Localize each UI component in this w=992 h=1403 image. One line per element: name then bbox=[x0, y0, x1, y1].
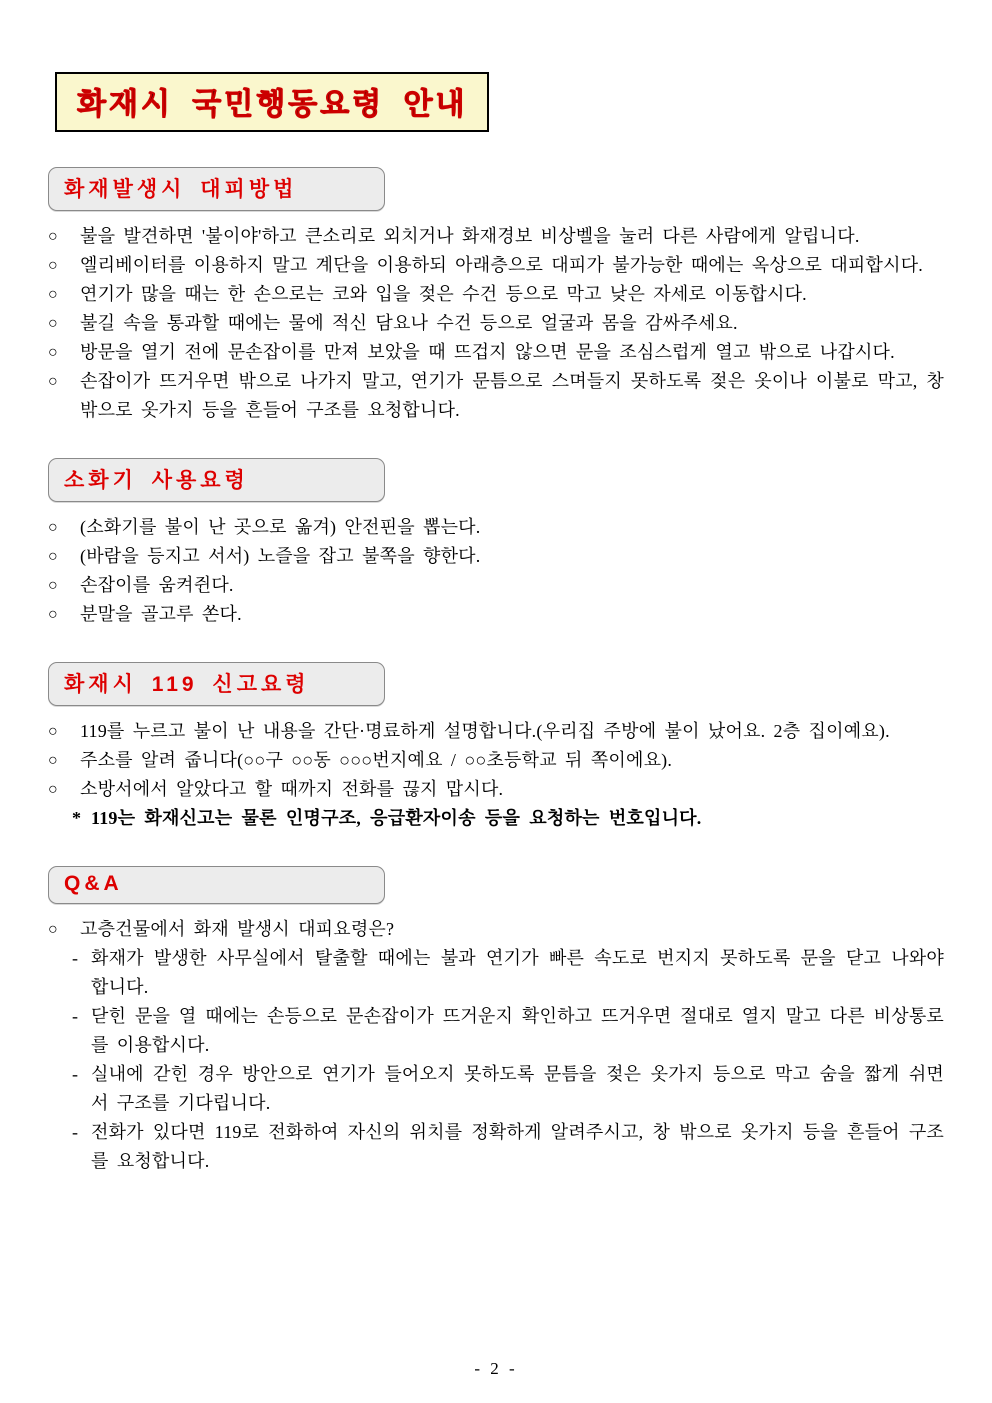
section-3 bbox=[48, 662, 944, 833]
item-text: 닫힌 문을 열 때에는 손등으로 문손잡이가 뜨거운지 확인하고 뜨거우면 절대로 열지 말고 다른 비상통로를 이용합시다. bbox=[91, 1006, 944, 1055]
circle-bullet: ○ bbox=[48, 344, 58, 361]
sub-list-item bbox=[72, 1118, 944, 1176]
sub-list-item bbox=[72, 1002, 944, 1060]
item-text: (바람을 등지고 서서) 노즐을 잡고 불쪽을 향한다. bbox=[80, 546, 481, 566]
list-item bbox=[48, 251, 944, 280]
section-heading-box bbox=[48, 458, 385, 502]
circle-bullet: ○ bbox=[48, 286, 58, 303]
item-text: 불을 발견하면 '불이야'하고 큰소리로 외치거나 화재경보 비상벨을 눌러 다른 사람에게 알립니다. bbox=[80, 226, 860, 246]
circle-bullet: ○ bbox=[48, 548, 58, 565]
circle-bullet: ○ bbox=[48, 519, 58, 536]
item-text: 손잡이가 뜨거우면 밖으로 나가지 말고, 연기가 문틈으로 스며들지 못하도록 젖은 옷이나 이불로 막고, 창 밖으로 옷가지 등을 흔들어 구조를 요청합니다. bbox=[80, 371, 944, 420]
circle-bullet: ○ bbox=[48, 577, 58, 594]
list-item bbox=[48, 775, 944, 804]
item-text: 화재가 발생한 사무실에서 탈출할 때에는 불과 연기가 빠른 속도로 번지지 못하도록 문을 닫고 나와야 합니다. bbox=[91, 948, 944, 997]
circle-bullet: ○ bbox=[48, 257, 58, 274]
circle-bullet: ○ bbox=[48, 921, 58, 938]
section-2 bbox=[48, 458, 944, 629]
circle-bullet: ○ bbox=[48, 781, 58, 798]
sub-list-item bbox=[72, 1060, 944, 1118]
item-text: 실내에 갇힌 경우 방안으로 연기가 들어오지 못하도록 문틈을 젖은 옷가지 등으로 막고 숨을 짧게 쉬면서 구조를 기다립니다. bbox=[91, 1064, 944, 1113]
item-text: 불길 속을 통과할 때에는 물에 적신 담요나 수건 등으로 얼굴과 몸을 감싸주세요. bbox=[80, 313, 738, 333]
dash-bullet: - bbox=[72, 1064, 78, 1084]
circle-bullet: ○ bbox=[48, 752, 58, 769]
item-text: 엘리베이터를 이용하지 말고 계단을 이용하되 아래층으로 대피가 불가능한 때에는 옥상으로 대피합시다. bbox=[80, 255, 923, 275]
circle-bullet: ○ bbox=[48, 373, 58, 390]
section-heading: 화재시 119 신고요령 bbox=[64, 673, 310, 696]
item-text: 연기가 많을 때는 한 손으로는 코와 입을 젖은 수건 등으로 막고 낮은 자세로 이동합시다. bbox=[80, 284, 807, 304]
sub-list-item bbox=[72, 804, 944, 833]
list-item bbox=[48, 338, 944, 367]
circle-bullet: ○ bbox=[48, 228, 58, 245]
section-heading: 소화기 사용요령 bbox=[64, 469, 249, 492]
dash-bullet: - bbox=[72, 948, 78, 968]
section-1 bbox=[48, 167, 944, 425]
section-heading-box bbox=[48, 866, 385, 904]
item-text: 주소를 알려 줍니다(○○구 ○○동 ○○○번지예요 / ○○초등학교 뒤 쪽이에요). bbox=[80, 750, 673, 770]
list-item bbox=[48, 600, 944, 629]
item-text: 고층건물에서 화재 발생시 대피요령은? bbox=[80, 919, 395, 939]
document-title: 화재시 국민행동요령 안내 bbox=[77, 88, 468, 121]
page-number: - 2 - bbox=[474, 1359, 518, 1378]
circle-bullet: ○ bbox=[48, 315, 58, 332]
item-text: 119는 화재신고는 물론 인명구조, 응급환자이송 등을 요청하는 번호입니다. bbox=[91, 808, 702, 828]
section-4 bbox=[48, 866, 944, 1176]
list-item bbox=[48, 571, 944, 600]
sections bbox=[48, 167, 944, 1176]
circle-bullet: ○ bbox=[48, 723, 58, 740]
sub-list-item bbox=[72, 944, 944, 1002]
item-text: 손잡이를 움켜쥔다. bbox=[80, 575, 234, 595]
item-text: 방문을 열기 전에 문손잡이를 만져 보았을 때 뜨겁지 않으면 문을 조심스럽게 열고 밖으로 나갑시다. bbox=[80, 342, 895, 362]
document-title-box bbox=[55, 72, 489, 132]
section-heading: 화재발생시 대피방법 bbox=[64, 178, 298, 201]
item-text: 소방서에서 알았다고 할 때까지 전화를 끊지 맙시다. bbox=[80, 779, 504, 799]
dash-bullet: - bbox=[72, 1006, 78, 1026]
item-text: 119를 누르고 불이 난 내용을 간단·명료하게 설명합니다.(우리집 주방에 불이 났어요. 2층 집이예요). bbox=[80, 721, 890, 741]
section-heading-box bbox=[48, 167, 385, 211]
item-text: 분말을 골고루 쏜다. bbox=[80, 604, 242, 624]
list-item bbox=[48, 367, 944, 425]
circle-bullet: ○ bbox=[48, 606, 58, 623]
dash-bullet: - bbox=[72, 1122, 78, 1142]
asterisk-marker: * bbox=[72, 808, 81, 828]
list-item bbox=[48, 542, 944, 571]
list-item bbox=[48, 280, 944, 309]
list-item bbox=[48, 309, 944, 338]
section-heading: Q&A bbox=[64, 872, 123, 895]
item-text: 전화가 있다면 119로 전화하여 자신의 위치를 정확하게 알려주시고, 창 밖으로 옷가지 등을 흔들어 구조를 요청합니다. bbox=[91, 1122, 944, 1171]
section-heading-box bbox=[48, 662, 385, 706]
list-item bbox=[48, 513, 944, 542]
list-item bbox=[48, 222, 944, 251]
list-item bbox=[48, 746, 944, 775]
list-item bbox=[48, 915, 944, 944]
list-item bbox=[48, 717, 944, 746]
item-text: (소화기를 불이 난 곳으로 옮겨) 안전핀을 뽑는다. bbox=[80, 517, 481, 537]
